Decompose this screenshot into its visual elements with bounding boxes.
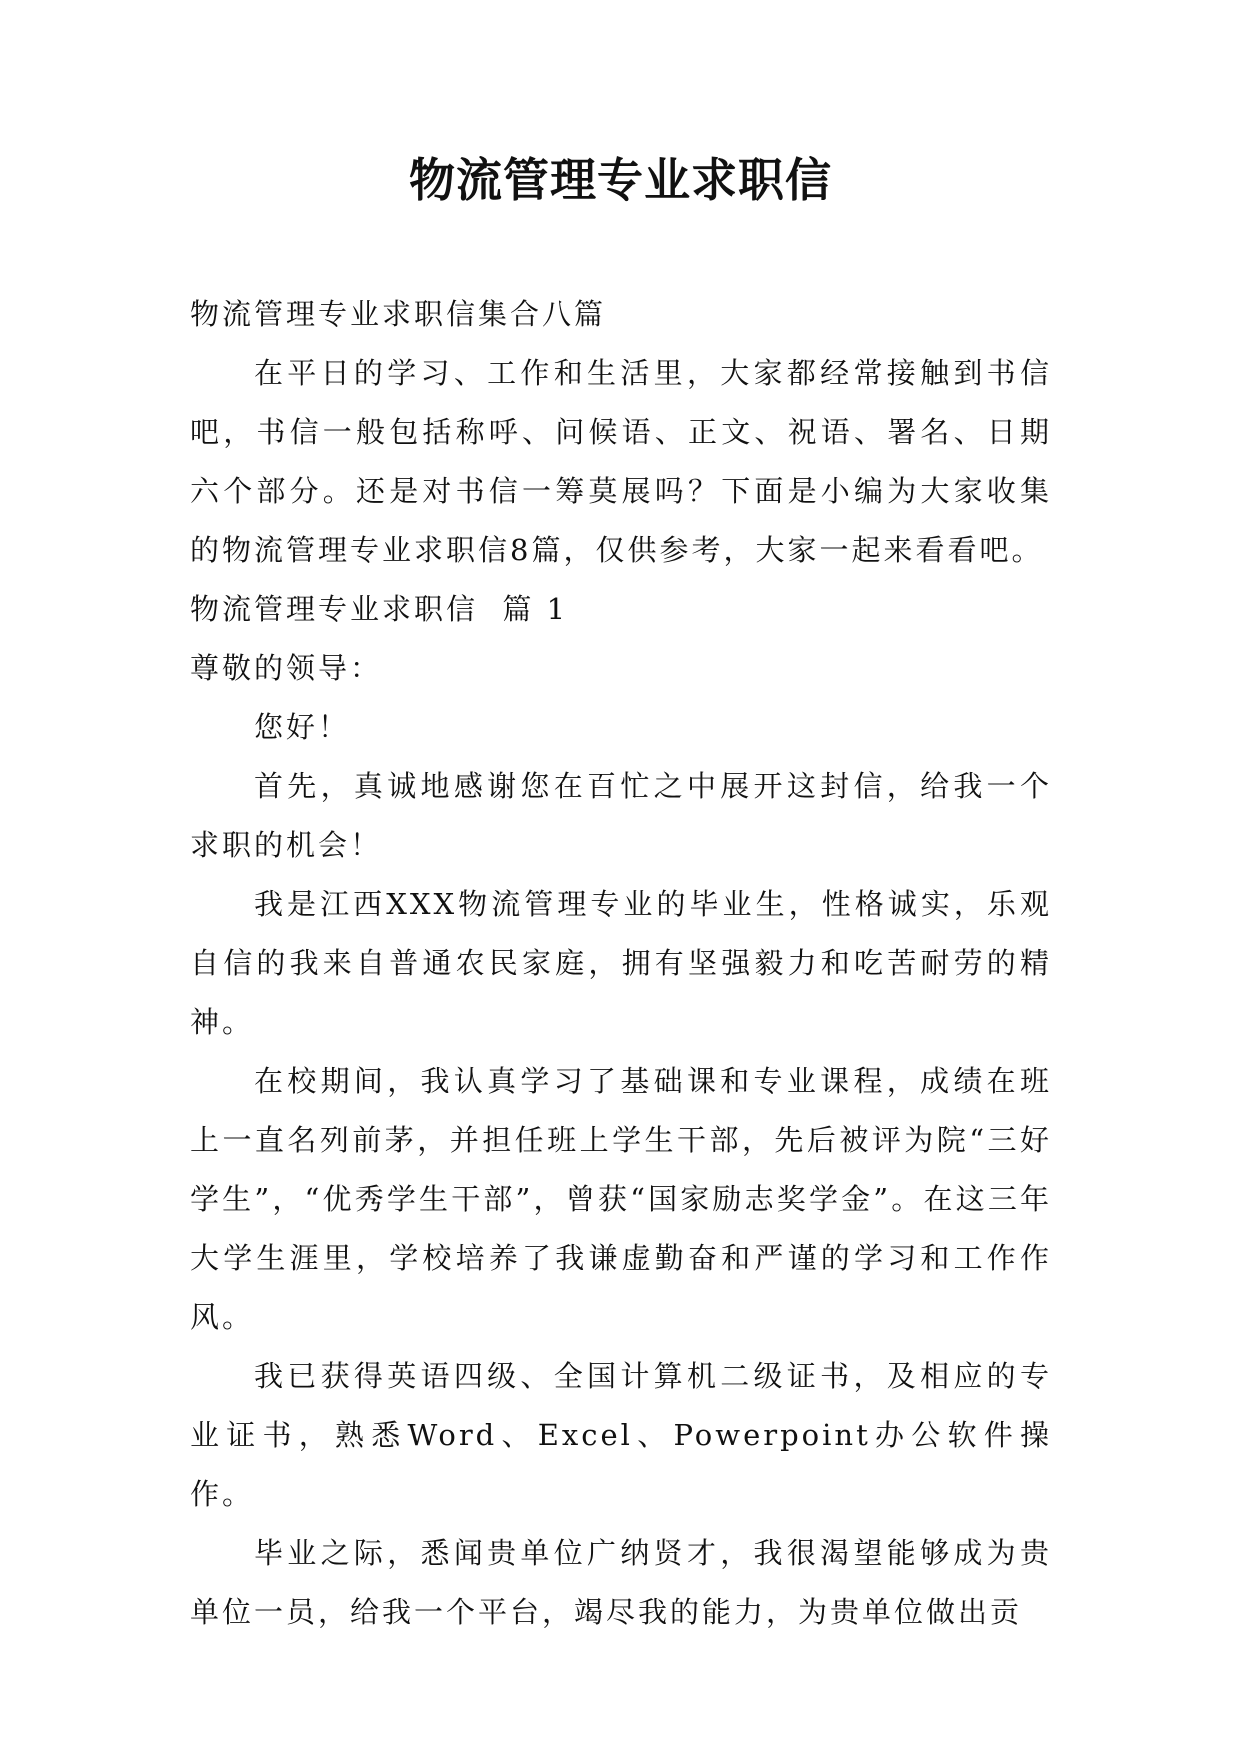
- section-heading: 物流管理专业求职信 篇 1: [190, 592, 569, 626]
- page-title: 物流管理专业求职信: [409, 153, 832, 207]
- document-body: [190, 285, 1052, 1642]
- body-paragraph: 我是江西XXX物流管理专业的毕业生，性格诚实，乐观自信的我来自普通农民家庭，拥有坚强毅力和吃苦耐劳的精神。: [190, 887, 1052, 1039]
- salutation: 尊敬的领导：: [190, 651, 383, 685]
- body-paragraph: 毕业之际，悉闻贵单位广纳贤才，我很渴望能够成为贵单位一员，给我一个平台，竭尽我的能力，为贵单位做出贡: [190, 1536, 1052, 1629]
- body-paragraph: 我已获得英语四级、全国计算机二级证书，及相应的专业证书，熟悉Word、Excel、Powerpoint办公软件操作。: [190, 1359, 1052, 1511]
- intro-paragraph: 在平日的学习、工作和生活里，大家都经常接触到书信吧，书信一般包括称呼、问候语、正文、祝语、署名、日期六个部分。还是对书信一筹莫展吗？下面是小编为大家收集的物流管理专业求职信8篇，仅供参考，大家一起来看看吧。: [190, 356, 1052, 567]
- subtitle-line: 物流管理专业求职信集合八篇: [190, 297, 607, 331]
- greeting: 您好！: [254, 710, 351, 744]
- body-paragraph: 在校期间，我认真学习了基础课和专业课程，成绩在班上一直名列前茅，并担任班上学生干部，先后被评为院“三好学生”，“优秀学生干部”，曾获“国家励志奖学金”。在这三年大学生涯里，学校培养了我谦虚勤奋和严谨的学习和工作作风。: [190, 1064, 1052, 1334]
- body-paragraph: 首先，真诚地感谢您在百忙之中展开这封信，给我一个求职的机会！: [190, 769, 1052, 862]
